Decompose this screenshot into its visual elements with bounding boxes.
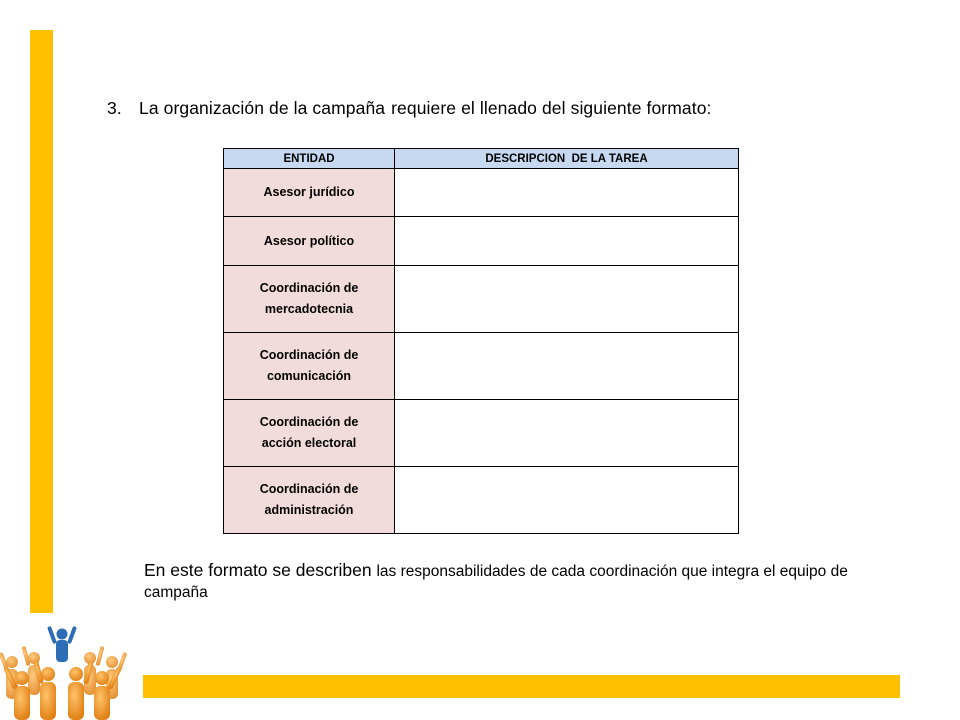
table-row	[224, 400, 739, 467]
description-cell[interactable]	[395, 266, 739, 333]
heading-text-part1: La organización de la campaña	[139, 98, 386, 118]
caption-part1: En este formato se describen	[144, 560, 377, 580]
entity-line: Coordinación de	[259, 482, 359, 496]
entity-line: Coordinación de	[259, 415, 359, 429]
entity-cell	[224, 169, 395, 217]
header-descripcion: DESCRIPCION DE LA TAREA	[395, 149, 739, 169]
table-row	[224, 467, 739, 534]
entity-line: Coordinación de	[259, 348, 359, 362]
description-cell[interactable]	[395, 467, 739, 534]
heading-text-part2: requiere el llenado del siguiente formato:	[391, 98, 712, 118]
left-accent-bar	[30, 30, 53, 613]
description-cell[interactable]	[395, 400, 739, 467]
table-row	[224, 333, 739, 400]
entity-line: Asesor político	[263, 233, 355, 248]
team-celebration-icon	[0, 622, 130, 720]
caption-part2: las responsabilidades de cada coordinación que integra el equipo de campaña	[144, 563, 848, 601]
description-cell[interactable]	[395, 333, 739, 400]
task-format-table	[223, 148, 739, 534]
entity-line: Asesor jurídico	[263, 185, 355, 199]
table-row	[224, 266, 739, 333]
description-cell[interactable]	[395, 217, 739, 266]
table-header-row	[224, 149, 739, 169]
slide-heading	[107, 98, 712, 119]
entity-cell	[224, 217, 395, 266]
entity-cell	[224, 333, 395, 400]
bottom-accent-bar	[143, 675, 900, 698]
table-row	[224, 169, 739, 217]
entity-line: acción electoral	[261, 436, 357, 450]
entity-line: administración	[264, 503, 354, 517]
table-row	[224, 217, 739, 266]
entity-line: Coordinación de	[259, 281, 359, 295]
heading-number: 3.	[107, 98, 122, 118]
entity-cell	[224, 400, 395, 467]
entity-line: mercadotecnia	[264, 302, 354, 316]
entity-cell	[224, 467, 395, 534]
caption-text	[144, 560, 864, 603]
description-cell[interactable]	[395, 169, 739, 217]
entity-line: comunicación	[266, 369, 352, 383]
entity-cell	[224, 266, 395, 333]
header-entidad: ENTIDAD	[224, 149, 395, 169]
